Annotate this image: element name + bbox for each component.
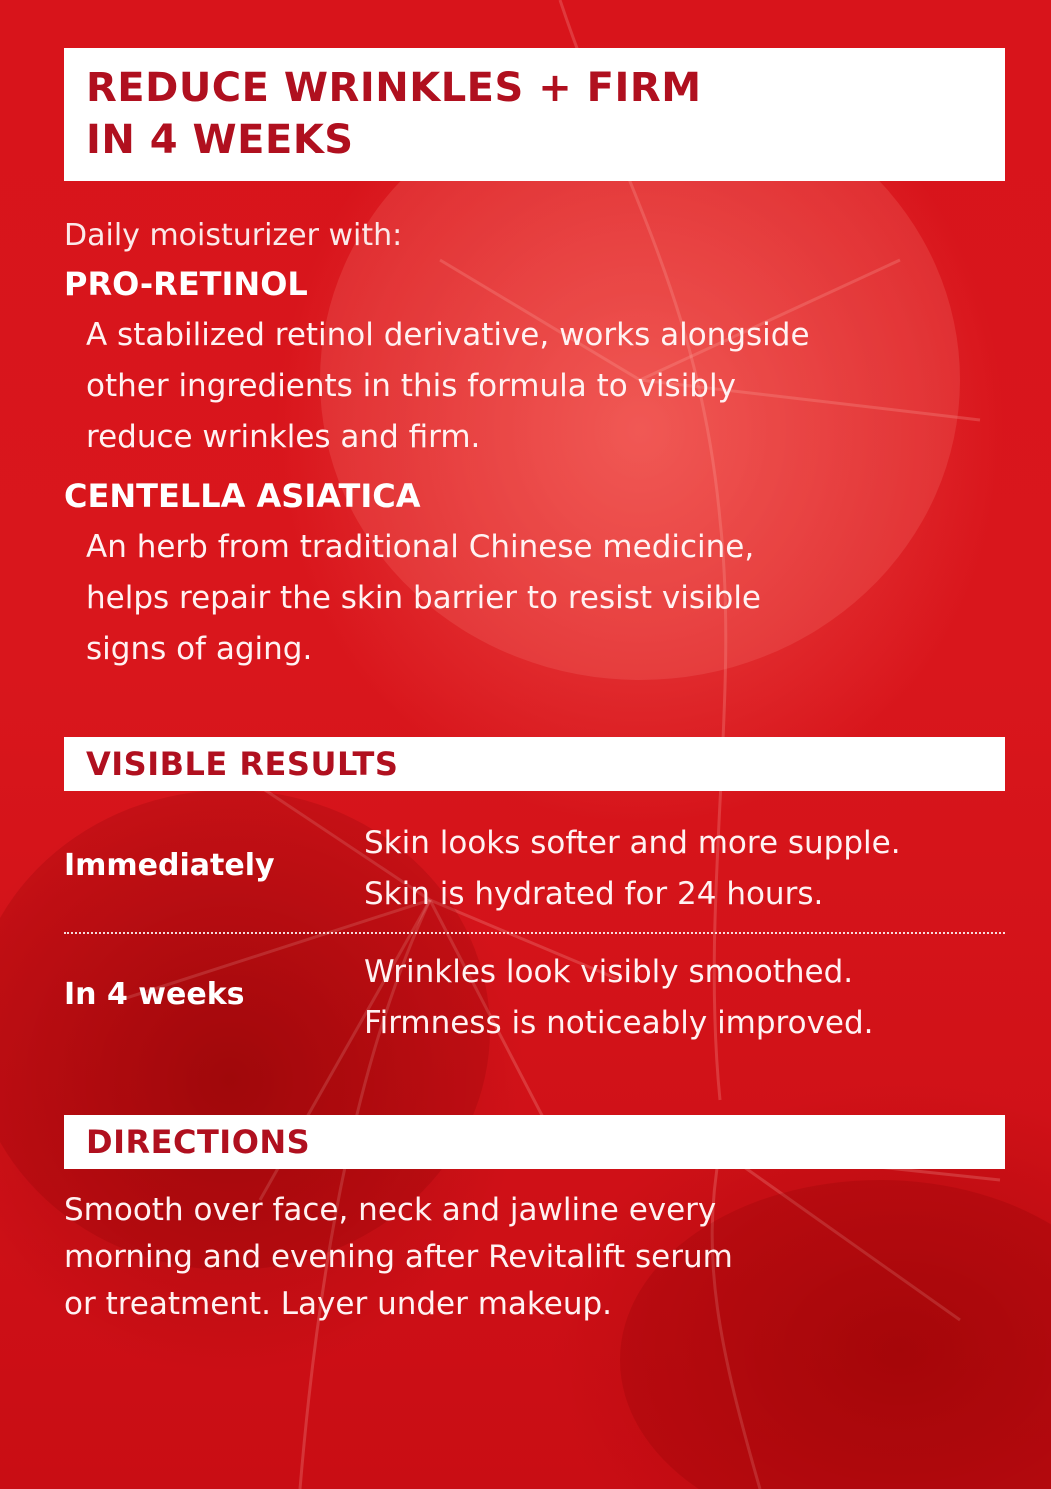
intro-text: Daily moisturizer with: <box>64 218 403 253</box>
result-label-immediately: Immediately <box>64 848 275 883</box>
ingredient-description-pro-retinol <box>86 310 810 463</box>
dotted-divider <box>64 932 1005 934</box>
title-banner <box>64 48 1005 181</box>
ingredient-name-pro-retinol: PRO-RETINOL <box>64 265 308 303</box>
directions-line: or treatment. Layer under makeup. <box>64 1286 613 1322</box>
ingredient-description-centella-asiatica <box>86 522 761 675</box>
result-line: Skin looks softer and more supple. <box>364 825 901 861</box>
result-line: Firmness is noticeably improved. <box>364 1005 874 1041</box>
description-line: An herb from traditional Chinese medicine, <box>86 529 755 565</box>
visible-results-heading: VISIBLE RESULTS <box>86 745 399 783</box>
result-label-4-weeks: In 4 weeks <box>64 977 245 1012</box>
directions-line: morning and evening after Revitalift serum <box>64 1239 733 1275</box>
directions-banner <box>64 1115 1005 1169</box>
directions-line: Smooth over face, neck and jawline every <box>64 1192 717 1228</box>
result-text-immediately <box>364 818 901 920</box>
result-text-4-weeks <box>364 947 874 1049</box>
description-line: A stabilized retinol derivative, works alongside <box>86 317 810 353</box>
ingredient-name-centella-asiatica: CENTELLA ASIATICA <box>64 477 421 515</box>
directions-heading: DIRECTIONS <box>86 1123 311 1161</box>
description-line: other ingredients in this formula to visibly <box>86 368 736 404</box>
result-line: Skin is hydrated for 24 hours. <box>364 876 824 912</box>
description-line: helps repair the skin barrier to resist visible <box>86 580 762 616</box>
title-line-1: REDUCE WRINKLES + FIRM <box>86 65 702 111</box>
description-line: signs of aging. <box>86 631 313 667</box>
visible-results-banner <box>64 737 1005 791</box>
title-line-2: IN 4 WEEKS <box>86 117 354 163</box>
description-line: reduce wrinkles and firm. <box>86 419 481 455</box>
directions-text <box>64 1187 733 1328</box>
result-line: Wrinkles look visibly smoothed. <box>364 954 854 990</box>
